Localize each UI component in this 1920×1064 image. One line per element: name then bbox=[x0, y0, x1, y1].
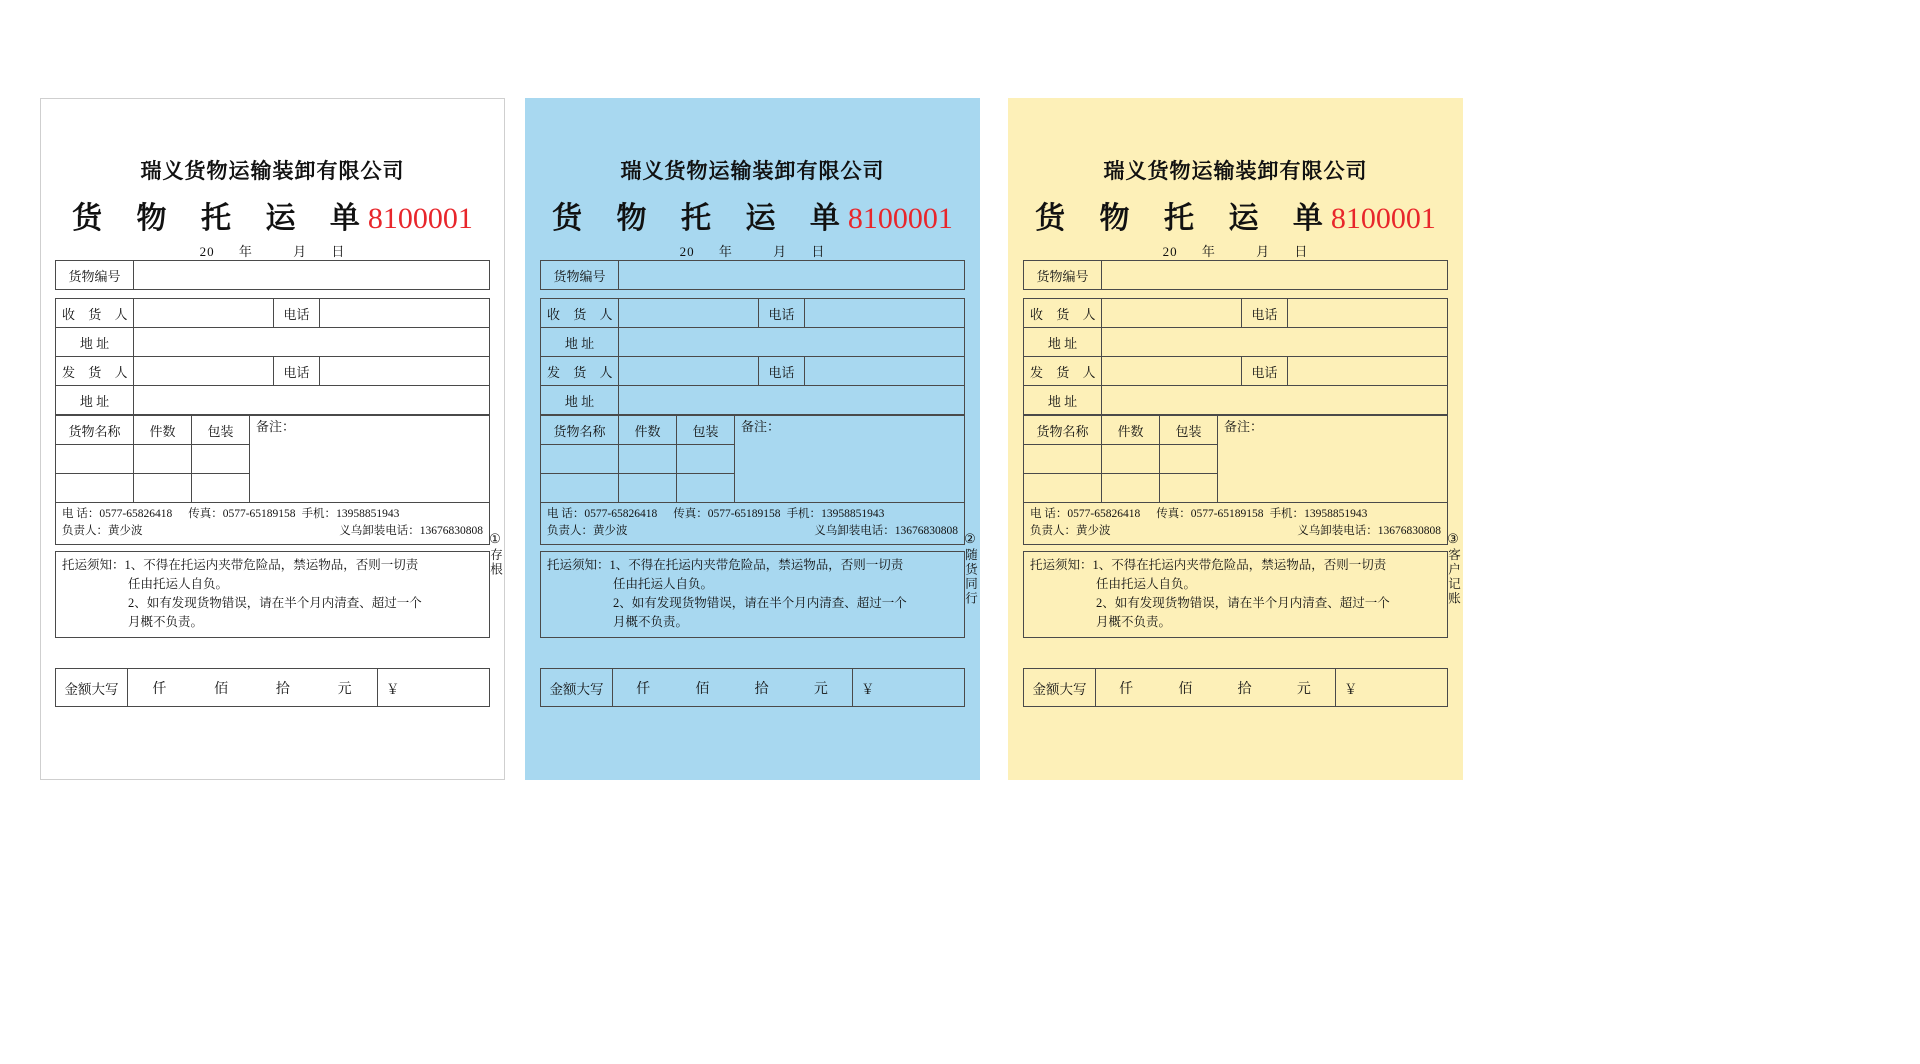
unit-bai: 佰 bbox=[1178, 681, 1194, 697]
yiwu-value: 13676830808 bbox=[894, 525, 958, 537]
table-row bbox=[1024, 669, 1448, 707]
notice-item1-line1: 1、不得在托运内夹带危险品，禁运物品，否则一切责 bbox=[124, 558, 419, 572]
fax-label: 传真： bbox=[1156, 508, 1191, 520]
input-quantity[interactable] bbox=[1102, 474, 1160, 503]
input-consignor-address[interactable] bbox=[1102, 386, 1448, 415]
spacer bbox=[1023, 290, 1448, 298]
table-row bbox=[1024, 328, 1448, 357]
input-consignor-phone[interactable] bbox=[320, 357, 490, 386]
notice-box bbox=[540, 551, 965, 638]
label-consignee: 收 货 人 bbox=[541, 299, 619, 328]
notice-item2-line2: 月概不负责。 bbox=[1096, 615, 1172, 629]
contact-row-secondary bbox=[547, 523, 958, 540]
unit-shi: 拾 bbox=[1237, 681, 1253, 697]
input-amount-figures[interactable] bbox=[378, 669, 490, 707]
table-row bbox=[1024, 261, 1448, 290]
input-amount-words[interactable] bbox=[1096, 669, 1336, 707]
amount-units bbox=[1097, 678, 1334, 698]
table-row bbox=[56, 328, 490, 357]
input-goods-name[interactable] bbox=[56, 474, 134, 503]
mobile-value: 13958851943 bbox=[1304, 508, 1368, 520]
input-amount-words[interactable] bbox=[128, 669, 378, 707]
notice-line-1 bbox=[62, 556, 483, 575]
table-row bbox=[541, 299, 965, 328]
label-consignee-address: 地 址 bbox=[56, 328, 134, 357]
label-consignor-phone: 电话 bbox=[1242, 357, 1288, 386]
label-consignee: 收 货 人 bbox=[1024, 299, 1102, 328]
notice-item1-line2: 任由托运人自负。 bbox=[128, 577, 229, 591]
amount-table bbox=[540, 668, 965, 707]
tel-label: 电 话： bbox=[62, 508, 100, 520]
notice-item1-line2: 任由托运人自负。 bbox=[1096, 577, 1197, 591]
notice-item1-line2: 任由托运人自负。 bbox=[613, 577, 714, 591]
manager-value: 黄少波 bbox=[593, 525, 628, 537]
parties-table bbox=[540, 298, 965, 415]
amount-table bbox=[55, 668, 490, 707]
notice-box bbox=[1023, 551, 1448, 638]
date-line bbox=[540, 241, 965, 260]
label-consignee-address: 地 址 bbox=[1024, 328, 1102, 357]
column-quantity: 件数 bbox=[619, 416, 677, 445]
manager-block bbox=[547, 523, 628, 540]
column-quantity: 件数 bbox=[134, 416, 192, 445]
label-consignor: 发 货 人 bbox=[56, 357, 134, 386]
copy-tab-yellow bbox=[1442, 531, 1464, 610]
company-name: 瑞义货物运输装卸有限公司 bbox=[140, 158, 405, 183]
table-header-row bbox=[56, 416, 490, 445]
notice-label: 托运须知： bbox=[62, 558, 125, 572]
input-consignee-address[interactable] bbox=[1102, 328, 1448, 357]
serial-number: 8100001 bbox=[367, 202, 473, 235]
contact-info bbox=[540, 503, 965, 545]
input-quantity[interactable] bbox=[619, 445, 677, 474]
date-day-label: 日 bbox=[811, 244, 826, 259]
yiwu-label: 义乌卸装电话： bbox=[339, 525, 420, 537]
input-cargo-no[interactable] bbox=[1102, 261, 1448, 290]
label-consignor: 发 货 人 bbox=[1024, 357, 1102, 386]
column-remark: 备注： bbox=[250, 416, 490, 503]
table-row bbox=[56, 299, 490, 328]
amount-units bbox=[129, 678, 376, 698]
input-consignor-address[interactable] bbox=[134, 386, 490, 415]
contact-row-primary bbox=[1030, 506, 1441, 523]
input-quantity[interactable] bbox=[134, 474, 192, 503]
tel-label: 电 话： bbox=[547, 508, 585, 520]
label-amount: 金额大写 bbox=[541, 669, 613, 707]
fax-value: 0577-65189158 bbox=[1190, 508, 1264, 520]
yiwu-label: 义乌卸装电话： bbox=[814, 525, 895, 537]
manager-value: 黄少波 bbox=[108, 525, 143, 537]
copy-label: 存根 bbox=[488, 548, 503, 577]
unit-qian: 仟 bbox=[636, 681, 652, 697]
input-packing[interactable] bbox=[677, 445, 735, 474]
notice-item2-line1: 2、如有发现货物错误，请在半个月内清查、超过一个 bbox=[128, 596, 422, 610]
mobile-label: 手机： bbox=[786, 508, 822, 520]
currency-symbol: ￥ bbox=[1344, 681, 1358, 697]
copy-label: 随货同行 bbox=[963, 548, 978, 606]
copy-number: ① bbox=[489, 531, 501, 546]
table-row bbox=[1024, 357, 1448, 386]
notice-line-1 bbox=[1030, 556, 1441, 575]
column-goods-name: 货物名称 bbox=[1024, 416, 1102, 445]
fax-value: 0577-65189158 bbox=[707, 508, 781, 520]
tel-value: 0577-65826418 bbox=[1067, 508, 1141, 520]
notice-item1-line1: 1、不得在托运内夹带危险品，禁运物品，否则一切责 bbox=[609, 558, 904, 572]
column-goods-name: 货物名称 bbox=[541, 416, 619, 445]
unit-bai: 佰 bbox=[695, 681, 711, 697]
copy-yellow bbox=[1008, 98, 1463, 780]
manager-block bbox=[1030, 523, 1111, 540]
input-packing[interactable] bbox=[677, 474, 735, 503]
copy-label: 客户记账 bbox=[1446, 548, 1461, 606]
contact-row-primary bbox=[547, 506, 958, 523]
copy-number: ③ bbox=[1447, 531, 1459, 546]
date-day-label: 日 bbox=[1294, 244, 1309, 259]
column-quantity: 件数 bbox=[1102, 416, 1160, 445]
input-consignee-phone[interactable] bbox=[805, 299, 965, 328]
serial-number: 8100001 bbox=[847, 202, 953, 235]
parties-table bbox=[55, 298, 490, 415]
notice-item1-line1: 1、不得在托运内夹带危险品，禁运物品，否则一切责 bbox=[1092, 558, 1387, 572]
unit-shi: 拾 bbox=[754, 681, 770, 697]
column-packing: 包装 bbox=[677, 416, 735, 445]
date-year-label: 年 bbox=[238, 244, 253, 259]
manager-label: 负责人： bbox=[1030, 525, 1076, 537]
yiwu-block bbox=[814, 523, 958, 540]
contact-info bbox=[1023, 503, 1448, 545]
input-consignee[interactable] bbox=[134, 299, 274, 328]
unit-bai: 佰 bbox=[214, 681, 230, 697]
column-packing: 包装 bbox=[1160, 416, 1218, 445]
input-goods-name[interactable] bbox=[1024, 445, 1102, 474]
column-goods-name: 货物名称 bbox=[56, 416, 134, 445]
table-header-row bbox=[541, 416, 965, 445]
label-consignor-phone: 电话 bbox=[759, 357, 805, 386]
contact-row-primary bbox=[62, 506, 483, 523]
cargo-no-table bbox=[1023, 260, 1448, 290]
unit-yuan: 元 bbox=[813, 681, 829, 697]
input-quantity[interactable] bbox=[619, 474, 677, 503]
table-row bbox=[56, 261, 490, 290]
input-consignor-phone[interactable] bbox=[805, 357, 965, 386]
title-line bbox=[1023, 193, 1448, 237]
notice-line-1 bbox=[547, 556, 958, 575]
input-consignor[interactable] bbox=[619, 357, 759, 386]
table-row bbox=[541, 669, 965, 707]
label-consignee-phone: 电话 bbox=[1242, 299, 1288, 328]
parties-table bbox=[1023, 298, 1448, 415]
input-packing[interactable] bbox=[1160, 445, 1218, 474]
label-consignee: 收 货 人 bbox=[56, 299, 134, 328]
yiwu-value: 13676830808 bbox=[419, 525, 483, 537]
notice-item2-line1: 2、如有发现货物错误，请在半个月内清查、超过一个 bbox=[613, 596, 907, 610]
unit-yuan: 元 bbox=[337, 681, 353, 697]
manager-label: 负责人： bbox=[547, 525, 593, 537]
input-consignee-address[interactable] bbox=[619, 328, 965, 357]
copy-tab-white bbox=[484, 531, 506, 581]
mobile-label: 手机： bbox=[301, 508, 337, 520]
table-row bbox=[1024, 386, 1448, 415]
date-month-label: 月 bbox=[773, 244, 788, 259]
amount-table bbox=[1023, 668, 1448, 707]
table-row bbox=[541, 328, 965, 357]
input-quantity[interactable] bbox=[1102, 445, 1160, 474]
goods-table bbox=[1023, 415, 1448, 503]
label-consignor: 发 货 人 bbox=[541, 357, 619, 386]
title-line bbox=[55, 193, 490, 237]
column-packing: 包装 bbox=[192, 416, 250, 445]
tel-value: 0577-65826418 bbox=[99, 508, 173, 520]
date-year-label: 年 bbox=[1201, 244, 1216, 259]
table-row bbox=[56, 357, 490, 386]
input-goods-name[interactable] bbox=[56, 445, 134, 474]
manager-block bbox=[62, 523, 143, 540]
table-header-row bbox=[1024, 416, 1448, 445]
company-name: 瑞义货物运输装卸有限公司 bbox=[1103, 158, 1368, 183]
unit-yuan: 元 bbox=[1296, 681, 1312, 697]
fax-label: 传真： bbox=[673, 508, 708, 520]
cargo-no-table bbox=[540, 260, 965, 290]
input-quantity[interactable] bbox=[134, 445, 192, 474]
column-remark: 备注： bbox=[735, 416, 965, 503]
unit-shi: 拾 bbox=[275, 681, 291, 697]
input-packing[interactable] bbox=[192, 445, 250, 474]
date-month-label: 月 bbox=[1256, 244, 1271, 259]
mobile-value: 13958851943 bbox=[336, 508, 400, 520]
input-amount-words[interactable] bbox=[613, 669, 853, 707]
input-cargo-no[interactable] bbox=[619, 261, 965, 290]
table-row bbox=[56, 669, 490, 707]
mobile-label: 手机： bbox=[1269, 508, 1305, 520]
mobile-value: 13958851943 bbox=[821, 508, 885, 520]
label-amount: 金额大写 bbox=[1024, 669, 1096, 707]
notice-box bbox=[55, 551, 490, 638]
contact-row-secondary bbox=[62, 523, 483, 540]
input-cargo-no[interactable] bbox=[134, 261, 490, 290]
date-day-label: 日 bbox=[331, 244, 346, 259]
yiwu-label: 义乌卸装电话： bbox=[1297, 525, 1378, 537]
tel-label: 电 话： bbox=[1030, 508, 1068, 520]
label-cargo-no: 货物编号 bbox=[541, 261, 619, 290]
yiwu-block bbox=[339, 523, 483, 540]
cargo-no-table bbox=[55, 260, 490, 290]
column-remark: 备注： bbox=[1218, 416, 1448, 503]
table-row bbox=[1024, 299, 1448, 328]
input-consignor-address[interactable] bbox=[619, 386, 965, 415]
input-consignor-phone[interactable] bbox=[1288, 357, 1448, 386]
input-packing[interactable] bbox=[192, 474, 250, 503]
label-amount: 金额大写 bbox=[56, 669, 128, 707]
title-line bbox=[540, 193, 965, 237]
label-consignee-phone: 电话 bbox=[274, 299, 320, 328]
notice-label: 托运须知： bbox=[547, 558, 610, 572]
input-consignee-phone[interactable] bbox=[1288, 299, 1448, 328]
input-consignee-address[interactable] bbox=[134, 328, 490, 357]
spacer bbox=[540, 290, 965, 298]
table-row bbox=[541, 386, 965, 415]
contact-info bbox=[55, 503, 490, 545]
fax-label: 传真： bbox=[188, 508, 223, 520]
input-consignee[interactable] bbox=[619, 299, 759, 328]
label-consignor-address: 地 址 bbox=[1024, 386, 1102, 415]
manager-label: 负责人： bbox=[62, 525, 108, 537]
notice-item2-line1: 2、如有发现货物错误，请在半个月内清查、超过一个 bbox=[1096, 596, 1390, 610]
label-consignor-phone: 电话 bbox=[274, 357, 320, 386]
goods-table bbox=[540, 415, 965, 503]
contact-row-secondary bbox=[1030, 523, 1441, 540]
label-consignee-phone: 电话 bbox=[759, 299, 805, 328]
table-row bbox=[541, 357, 965, 386]
fax-value: 0577-65189158 bbox=[222, 508, 296, 520]
document-title: 货 物 托 运 单 bbox=[72, 201, 372, 236]
input-amount-figures[interactable] bbox=[1336, 669, 1448, 707]
label-cargo-no: 货物编号 bbox=[56, 261, 134, 290]
date-year-prefix: 20 bbox=[199, 244, 215, 259]
currency-symbol: ￥ bbox=[386, 681, 400, 697]
input-consignee-phone[interactable] bbox=[320, 299, 490, 328]
unit-qian: 仟 bbox=[1119, 681, 1135, 697]
notice-item2-line2: 月概不负责。 bbox=[128, 615, 204, 629]
input-goods-name[interactable] bbox=[541, 474, 619, 503]
table-row bbox=[541, 261, 965, 290]
currency-symbol: ￥ bbox=[861, 681, 875, 697]
manager-value: 黄少波 bbox=[1076, 525, 1111, 537]
date-month-label: 月 bbox=[293, 244, 308, 259]
copy-white bbox=[40, 98, 505, 780]
notice-item2-line2: 月概不负责。 bbox=[613, 615, 689, 629]
input-goods-name[interactable] bbox=[541, 445, 619, 474]
date-line bbox=[1023, 241, 1448, 260]
date-year-prefix: 20 bbox=[1162, 244, 1178, 259]
label-consignor-address: 地 址 bbox=[541, 386, 619, 415]
date-year-label: 年 bbox=[718, 244, 733, 259]
label-consignee-address: 地 址 bbox=[541, 328, 619, 357]
label-consignor-address: 地 址 bbox=[56, 386, 134, 415]
table-row bbox=[56, 386, 490, 415]
copy-number: ② bbox=[964, 531, 976, 546]
yiwu-value: 13676830808 bbox=[1377, 525, 1441, 537]
input-consignor[interactable] bbox=[134, 357, 274, 386]
document-title: 货 物 托 运 单 bbox=[552, 201, 852, 236]
input-amount-figures[interactable] bbox=[853, 669, 965, 707]
amount-units bbox=[614, 678, 851, 698]
document-title: 货 物 托 运 单 bbox=[1035, 201, 1335, 236]
yiwu-block bbox=[1297, 523, 1441, 540]
tel-value: 0577-65826418 bbox=[584, 508, 658, 520]
company-name: 瑞义货物运输装卸有限公司 bbox=[620, 158, 885, 183]
goods-table bbox=[55, 415, 490, 503]
spacer bbox=[55, 290, 490, 298]
label-cargo-no: 货物编号 bbox=[1024, 261, 1102, 290]
input-packing[interactable] bbox=[1160, 474, 1218, 503]
serial-number: 8100001 bbox=[1330, 202, 1436, 235]
input-consignor[interactable] bbox=[1102, 357, 1242, 386]
date-year-prefix: 20 bbox=[679, 244, 695, 259]
input-goods-name[interactable] bbox=[1024, 474, 1102, 503]
input-consignee[interactable] bbox=[1102, 299, 1242, 328]
unit-qian: 仟 bbox=[152, 681, 168, 697]
notice-label: 托运须知： bbox=[1030, 558, 1093, 572]
date-line bbox=[55, 241, 490, 260]
copy-tab-blue bbox=[959, 531, 981, 610]
copy-blue bbox=[525, 98, 980, 780]
